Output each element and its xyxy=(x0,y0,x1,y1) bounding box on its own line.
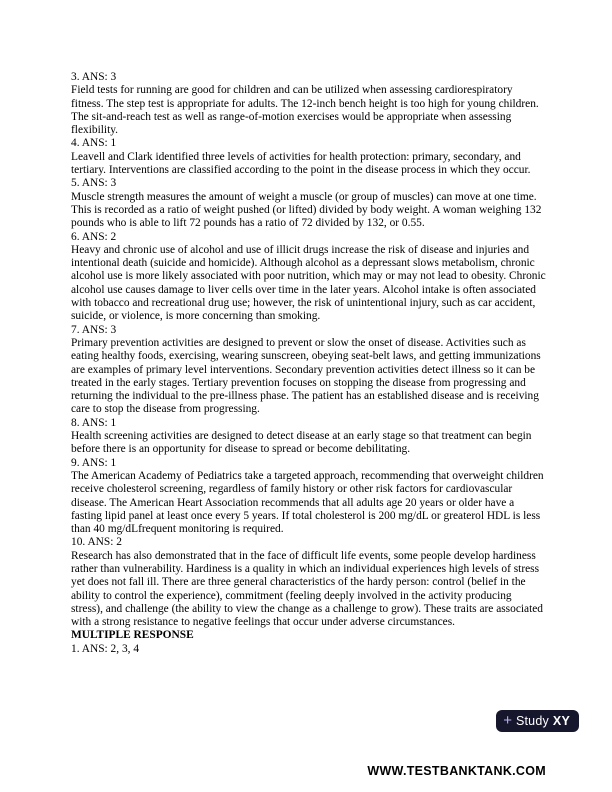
multiple-response-answer-label: 1. ANS: 2, 3, 4 xyxy=(71,642,140,655)
answer-label: 4. ANS: 1 xyxy=(71,137,117,150)
answer-label: 7. ANS: 3 xyxy=(71,323,117,336)
answer-label: 8. ANS: 1 xyxy=(71,416,117,429)
answer-item xyxy=(71,231,546,324)
answer-rationale: Health screening activities are designed to detect disease at an early stage so that treatment can begin before there is an opportunity for disease to spread or become debilitating. xyxy=(71,430,532,456)
answer-label: 6. ANS: 2 xyxy=(71,230,117,243)
answer-item xyxy=(71,417,546,457)
answer-item xyxy=(71,324,546,417)
answer-item xyxy=(71,177,546,230)
answer-rationale: Muscle strength measures the amount of weight a muscle (or group of muscles) can move at one time. This is recorded as a ratio of weight pushed (or lifted) divided by body weight. A woman weighing 132 pounds who is able to lift 72 pounds has a ratio of 72 divided by 132, or 0.55. xyxy=(71,190,542,230)
answer-item xyxy=(71,536,546,629)
answer-rationale: Research has also demonstrated that in the face of difficult life events, some people develop hardiness rather than vulnerability. Hardiness is a quality in which an individual experiences high levels of stress yet does not fall ill. There are three general characteristics of the hardy person: control (belief in the ability to control the experience), commitment (feeling deeply involved in the activity producing stress), and challenge (the ability to view the change as a challenge to grow). These traits are associated with a strong resistance to negative feelings that occur under adverse circumstances. xyxy=(71,549,544,629)
answers-section xyxy=(71,71,546,656)
answer-rationale: Field tests for running are good for children and can be utilized when assessing cardiorespiratory fitness. The step test is appropriate for adults. The 12-inch bench height is too high for young children. The sit-and-reach test as well as range-of-motion exercises would be appropriate when assessing flexibility. xyxy=(71,84,539,137)
logo-text-study: Study xyxy=(515,714,549,728)
plus-icon: + xyxy=(503,711,512,729)
answer-label: 5. ANS: 3 xyxy=(71,177,117,190)
answer-label: 9. ANS: 1 xyxy=(71,456,117,469)
answer-item xyxy=(71,137,546,177)
answer-rationale: Primary prevention activities are designed to prevent or slow the onset of disease. Activities such as eating healthy foods, exercising, wearing sunscreen, obeying seat-belt laws, and getting immunizations are examples of primary level interventions. Secondary prevention activities detect illness so it can be treated in the early stages. Tertiary prevention focuses on stopping the disease from progressing and returning the individual to the pre-illness phase. The patient has an established disease and is receiving care to stop the disease from progressing. xyxy=(71,336,541,416)
answer-label: 3. ANS: 3 xyxy=(71,71,117,83)
answer-item xyxy=(71,71,546,137)
website-url[interactable]: WWW.TESTBANKTANK.COM xyxy=(367,764,546,778)
studyxy-logo[interactable] xyxy=(496,710,579,732)
answer-rationale: Heavy and chronic use of alcohol and use of illicit drugs increase the risk of disease and injuries and intentional death (suicide and homicide). Although alcohol as a depressant slows metabolism, chronic alcohol use is more likely associated with poor nutrition, which may or may not lead to obesity. Chronic alcohol use causes damage to liver cells over time in the later years. Alcohol intake is often associated with tobacco and recreational drug use; however, the risk of unintentional injury, such as car accident, suicide, or violence, is more concerning than smoking. xyxy=(71,243,546,323)
answer-item xyxy=(71,457,546,537)
section-heading-multiple-response: MULTIPLE RESPONSE xyxy=(71,629,194,642)
answer-rationale: Leavell and Clark identified three levels of activities for health protection: primary, secondary, and tertiary. Interventions are classified according to the point in the disease process in which they occur. xyxy=(71,150,531,177)
answer-label: 10. ANS: 2 xyxy=(71,536,122,549)
logo-text-xy: XY xyxy=(552,714,570,728)
answer-rationale: The American Academy of Pediatrics take a targeted approach, recommending that overweight children receive cholesterol screening, regardless of family history or other risk factors for cardiovascular disease. The American Heart Association recommends that all adults age 20 years or older have a fasting lipid panel at least once every 5 years. If total cholesterol is 200 mg/dL or greaterol HDL is less than 40 mg/dLfrequent monitoring is required. xyxy=(71,469,544,536)
